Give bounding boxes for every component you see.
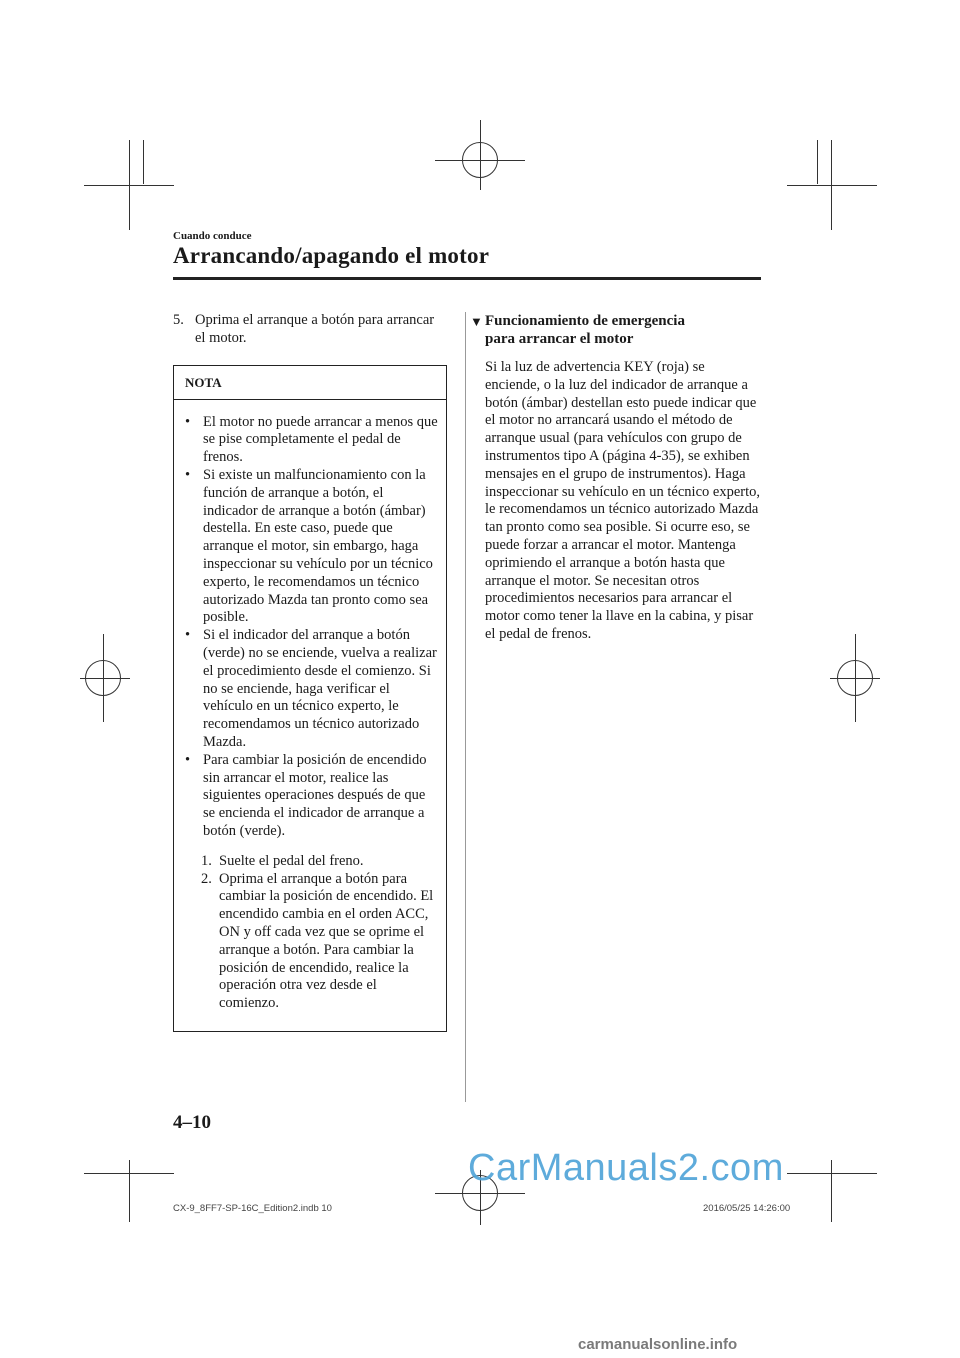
note-body — [174, 400, 446, 1013]
footer-date-info: 2016/05/25 14:26:00 — [703, 1203, 791, 1214]
title-rule — [173, 277, 761, 280]
substep-text: Oprima el arranque a botón para cambiar la posición de encendido. El encendido cambia en el orden ACC, ON y off cada vez que se oprime el arranque a botón. Para cambiar la posición de encendido, realice la operación otra vez desde el comienzo. — [219, 870, 434, 1012]
note-bullet — [183, 627, 438, 752]
emergency-heading — [470, 312, 760, 348]
note-bullet-text: El motor no puede arrancar a menos que se pise completamente el pedal de frenos. — [203, 413, 438, 466]
bullet-icon: • — [185, 627, 191, 644]
note-substeps — [183, 853, 438, 1013]
substep-text: Suelte el pedal del freno. — [219, 852, 364, 869]
triangle-icon: ▼ — [470, 314, 483, 329]
note-box — [173, 365, 447, 1032]
section-label: Cuando conduce — [173, 230, 252, 242]
footer-file-info: CX-9_8FF7-SP-16C_Edition2.indb 10 — [173, 1203, 332, 1214]
step-number: 5. — [173, 312, 184, 328]
note-bullet — [183, 467, 438, 627]
right-column — [470, 312, 760, 644]
substep-item — [201, 853, 438, 871]
note-heading: NOTA — [174, 366, 446, 400]
emergency-heading-line2: para arrancar el motor — [485, 331, 634, 347]
substep-number: 1. — [201, 852, 212, 869]
step-text: Oprima el arranque a botón para arrancar el motor. — [195, 312, 435, 346]
emergency-heading-text — [485, 312, 685, 348]
note-bullet-text: Si el indicador del arranque a botón (verde) no se enciende, vuelva a realizar el procedimiento desde el comienzo. Si no se enciende, haga verificar el vehículo en un técnico experto, le recomendamos un técnico autorizado Mazda. — [203, 627, 437, 750]
watermark-logo: CarManuals2.com — [468, 1147, 784, 1189]
site-watermark: carmanualsonline.info — [578, 1336, 738, 1353]
substep-number: 2. — [201, 870, 212, 887]
bullet-icon: • — [185, 413, 191, 430]
bullet-icon: • — [185, 751, 191, 768]
note-bullet-text: Para cambiar la posición de encendido sin arrancar el motor, realice las siguientes operaciones después de que se encienda el indicador de arranque a botón (verde). — [203, 751, 427, 839]
column-divider — [465, 312, 466, 1102]
left-column — [173, 312, 447, 1032]
note-bullet-text: Si existe un malfuncionamiento con la función de arranque a botón, el indicador de arranque a botón (ámbar) destella. En este caso, puede que arranque el motor, sin embargo, haga inspeccionar su vehículo por un técnico experto, le recomendamos un técnico autorizado Mazda tan pronto como sea posible. — [203, 466, 433, 626]
bullet-icon: • — [185, 466, 191, 483]
substep-item — [201, 871, 438, 1013]
note-bullet — [183, 752, 438, 841]
step-item — [173, 312, 447, 348]
note-bullet — [183, 414, 438, 467]
emergency-heading-line1: Funcionamiento de emergencia — [485, 313, 685, 329]
page-number: 4–10 — [173, 1112, 211, 1133]
page-title: Arrancando/apagando el motor — [173, 243, 490, 268]
emergency-paragraph: Si la luz de advertencia KEY (roja) se enciende, o la luz del indicador de arranque a botón (ámbar) destellan esto puede indicar que el motor no arrancará usando el método de arranque usual (para vehículos con grupo de instrumentos tipo A (página 4-35), se exhiben mensajes en el grupo de instrumentos). Haga inspeccionar su vehículo en un técnico experto, le recomendamos un técnico autorizado Mazda tan pronto como sea posible. Si ocurre eso, se puede forzar a arrancar el motor. Mantenga oprimiendo el arranque a botón hasta que arranque el motor. Se necesitan otros procedimientos necesarios para arrancar el motor como tener la llave en la cabina, y pisar el pedal de frenos. — [485, 359, 760, 642]
